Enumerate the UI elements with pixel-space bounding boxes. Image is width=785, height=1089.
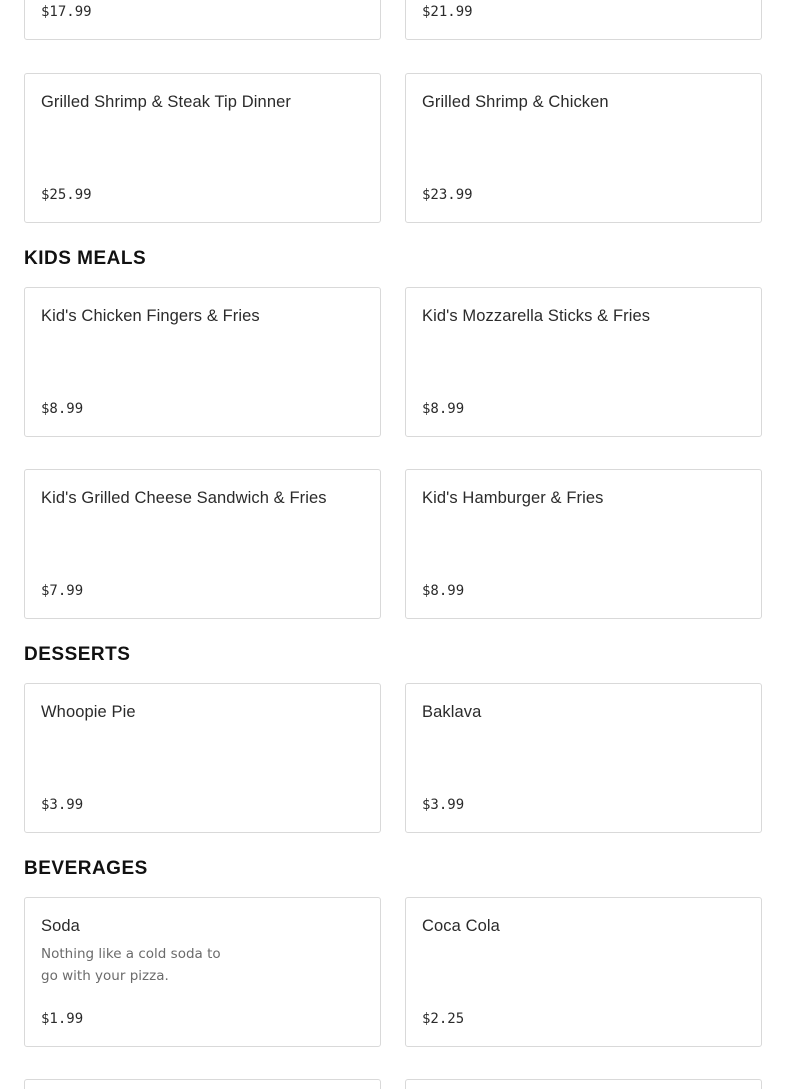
- menu-item-price: $1.99: [41, 1011, 84, 1027]
- menu-item-card[interactable]: [24, 73, 381, 223]
- menu-item-price: $25.99: [41, 187, 92, 203]
- section-heading-desserts: DESSERTS: [24, 644, 131, 665]
- menu-item-name: Grilled Shrimp & Steak Tip Dinner: [41, 93, 291, 111]
- menu-item-card[interactable]: [405, 73, 762, 223]
- menu-item-price: $8.99: [422, 583, 465, 599]
- menu-item-price: $17.99: [41, 4, 92, 20]
- menu-item-price: $8.99: [41, 401, 84, 417]
- menu-item-name: Soda: [41, 917, 80, 935]
- section-heading-kids-meals: KIDS MEALS: [24, 248, 147, 269]
- menu-item-card[interactable]: [24, 287, 381, 437]
- menu-item-card[interactable]: [24, 1079, 381, 1089]
- menu-item-price: $2.25: [422, 1011, 465, 1027]
- menu-item-name: Kid's Chicken Fingers & Fries: [41, 307, 260, 325]
- menu-item-card[interactable]: [24, 897, 381, 1047]
- menu-item-name: Coca Cola: [422, 917, 500, 935]
- menu-item-name: Grilled Shrimp & Chicken: [422, 93, 609, 111]
- menu-item-card[interactable]: [405, 0, 762, 40]
- menu-item-price: $7.99: [41, 583, 84, 599]
- menu-item-card[interactable]: [405, 287, 762, 437]
- menu-item-card[interactable]: [24, 0, 381, 40]
- menu-item-name: Kid's Mozzarella Sticks & Fries: [422, 307, 651, 325]
- menu-item-card[interactable]: [405, 469, 762, 619]
- menu-item-price: $3.99: [41, 797, 84, 813]
- menu-item-card[interactable]: [405, 683, 762, 833]
- menu-item-card[interactable]: [405, 897, 762, 1047]
- menu-item-name: Kid's Hamburger & Fries: [422, 489, 604, 507]
- menu-item-price: $8.99: [422, 401, 465, 417]
- menu-item-card[interactable]: [24, 469, 381, 619]
- section-heading-beverages: BEVERAGES: [24, 858, 148, 879]
- menu-item-description: Nothing like a cold soda to go with your pizza.: [41, 946, 221, 984]
- menu-item-name: Baklava: [422, 703, 482, 721]
- menu-item-price: $3.99: [422, 797, 465, 813]
- menu-item-name: Whoopie Pie: [41, 703, 136, 721]
- menu-item-card[interactable]: [24, 683, 381, 833]
- menu-item-card[interactable]: [405, 1079, 762, 1089]
- menu-item-name: Kid's Grilled Cheese Sandwich & Fries: [41, 489, 327, 507]
- menu-item-price: $23.99: [422, 187, 473, 203]
- menu-item-price: $21.99: [422, 4, 473, 20]
